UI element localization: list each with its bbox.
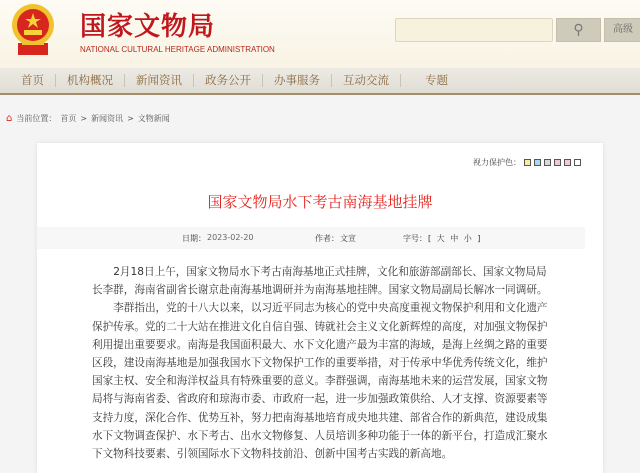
nav-organization[interactable]: 机构概况 — [56, 74, 125, 87]
eye-protection-label: 视力保护色： — [473, 158, 521, 167]
search-input[interactable] — [395, 18, 553, 42]
nav-services[interactable]: 办事服务 — [263, 74, 332, 87]
color-swatch-white[interactable] — [574, 159, 581, 166]
paragraph: 李群指出，党的十八大以来，以习近平同志为核心的党中央高度重视文物保护利用和文化遗产保护传承。党的二十大站在推进文化自信自强、铸就社会主义文化新辉煌的高度，对加强文物保护利用提出重要要求。南海是我国面积最大、水下文化遗产最为丰富的海域，是海上丝绸之路的重要区段，建设南海基地是加强我国水下文物保护工作的重要举措，对于传承中华优秀传统文化，维护国家主权、安全和海洋权益具有特殊重要的意义。李群强调，南海基地未来的运营发展，国家文物局将与海南省委、省政府和琼海市委、市政府一起，进一步加强政策供给、人才支撑、资源要素等支持力度，深化合作、优势互补，努力把南海基地培育成央地共建、部省合作的新典范，建设成集水下文物调查保护、水下考古、出水文物修复、人员培训多种功能于一体的新平台，打造成汇聚水下文物科技要素、引领国际水下文物科技前沿、创新中国考古实践的新高地。 — [92, 302, 548, 461]
breadcrumb-news[interactable]: 新闻资讯 — [91, 114, 124, 123]
breadcrumb-cultural-news[interactable]: 文物新闻 — [137, 114, 170, 123]
color-swatch-gray[interactable] — [544, 159, 551, 166]
site-english-title: NATIONAL CULTURAL HERITAGE ADMINISTRATION — [80, 45, 275, 54]
home-icon: ⌂ — [6, 113, 13, 124]
national-emblem-icon — [10, 3, 56, 57]
font-size-label: 字号： — [403, 234, 427, 243]
color-swatch-blue[interactable] — [534, 159, 541, 166]
breadcrumb-separator: > — [80, 114, 88, 123]
search-icon: ⚲ — [573, 22, 584, 38]
article-body — [92, 263, 554, 463]
nav-interaction[interactable]: 互动交流 — [332, 74, 401, 87]
color-swatch-yellow[interactable] — [524, 159, 531, 166]
paragraph: 2月18日上午，国家文物局水下考古南海基地正式挂牌，文化和旅游部副部长、国家文物局局长李群，海南省副省长谢京赴南海基地调研并为南海基地挂牌。国家文物局副局长解冰一同调研。 — [92, 266, 548, 297]
nav-government-affairs[interactable]: 政务公开 — [194, 74, 263, 87]
date-value: 2023-02-20 — [207, 233, 254, 242]
article-container — [37, 143, 603, 473]
breadcrumb — [6, 113, 170, 124]
breadcrumb-separator: > — [127, 114, 134, 123]
author-value: 文宣 — [340, 234, 356, 243]
color-swatch-pink[interactable] — [554, 159, 561, 166]
nav-news[interactable]: 新闻资讯 — [125, 74, 194, 87]
site-title[interactable]: 国家文物局 — [80, 12, 216, 42]
advanced-search-button[interactable]: 高级 — [604, 18, 640, 42]
color-swatch-rose[interactable] — [564, 159, 571, 166]
nav-topics[interactable]: 专题 — [425, 73, 448, 87]
date-label: 日期： — [182, 234, 206, 243]
breadcrumb-label: 当前位置： — [16, 114, 57, 123]
site-header — [0, 0, 640, 68]
main-nav — [0, 68, 640, 95]
breadcrumb-home[interactable]: 首页 — [60, 114, 77, 123]
font-size-options[interactable]: [ 大 中 小 ] — [428, 234, 481, 243]
search-button[interactable] — [556, 18, 601, 42]
eye-protection-colors — [473, 157, 581, 168]
author-label: 作者： — [315, 234, 339, 243]
article-meta — [37, 227, 585, 249]
article-title: 国家文物局水下考古南海基地挂牌 — [207, 193, 433, 211]
nav-home[interactable]: 首页 — [10, 74, 56, 87]
